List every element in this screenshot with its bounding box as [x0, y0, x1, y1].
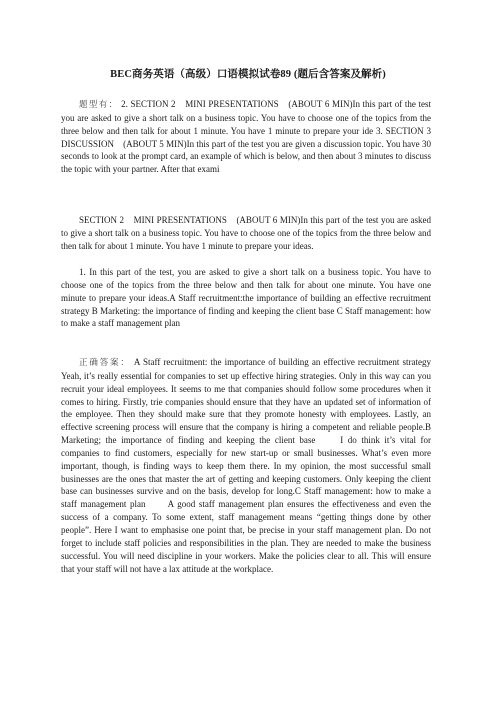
intro-label: 题型有：	[79, 100, 119, 110]
intro-paragraph	[61, 98, 441, 176]
intro-text: 2. SECTION 2 MINI PRESENTATIONS (ABOUT 6 MIN)In this part of the test you are asked to give a short talk on a business topic. You have to choose one of the topics from the three below and then talk for about 1 minute. You have 1 minute to prepare your ide 3. SECTION 3 DISCUSSION (ABOUT 5 MIN)In this part of the test you are given a discussion topic. You have 30 seconds to look at the prompt card, an example of which is below, and then about 3 minutes to discuss the topic with your partner. After that exami	[61, 99, 441, 175]
page-title: BEC商务英语（高级）口语模拟试卷89 (题后含答案及解析)	[110, 69, 386, 80]
question-paragraph	[61, 266, 431, 330]
answer-label: 正确答案：	[79, 358, 131, 368]
answer-paragraph	[61, 356, 450, 575]
section-text: SECTION 2 MINI PRESENTATIONS (ABOUT 6 MIN)In this part of the test you are asked to give a short talk on a business topic. You have to choose one of the topics from the three below and then talk for about 1 minute. You have 1 minute to prepare your ideas.	[61, 215, 431, 251]
question-number: 1.	[79, 267, 86, 277]
answer-text: A Staff recruitment: the importance of building an effective recruitment strategy Yeah, it’s really essential for companies to set up effective hiring strategies. Only in this way can you recruit your ideal employees. It seems to me that companies should follow some procedures when it comes to hiring. Firstly, trie companies should ensure that they have an updated set of information of the employee. Then they should make sure that they promote honesty with employees. Lastly, an effective screening process will ensure that the company is hiring a competent and reliable people.B Marketing; the importance of finding and keeping the client base I do think it’s vital for companies to find customers, especially for new start-up or small businesses. What’s even more important, though, is finding ways to keep them there. In my opinion, the most successful small businesses are the ones that master the art of getting and keeping customers. Only keeping the client base can businesses survive and on the basis, develop for long.C Staff management: how to make a staff management plan A good staff management plan ensures the effectiveness and even the success of a company. To some extent, staff management means “getting things done by other people”. Here I want to emphasise one point that, be precise in your staff management plan. Do not forget to include staff policies and responsibilities in the plan. They are needed to make the business successful. You will need discipline in your workers. Make the policies clear to all. This will ensure that your staff will not have a lax attitude at the workplace.	[61, 357, 450, 574]
question-text: In this part of the test, you are asked to give a short talk on a business topic. You have to choose one of the topics from the three below and then talk for about one minute. You have one minute to prepare your ideas.A Staff recruitment:the importance of building an effective recruitment strategy B Marketing: the importance of finding and keeping the client base C Staff management: how to make a staff management plan	[61, 267, 432, 329]
section-paragraph	[61, 214, 431, 253]
